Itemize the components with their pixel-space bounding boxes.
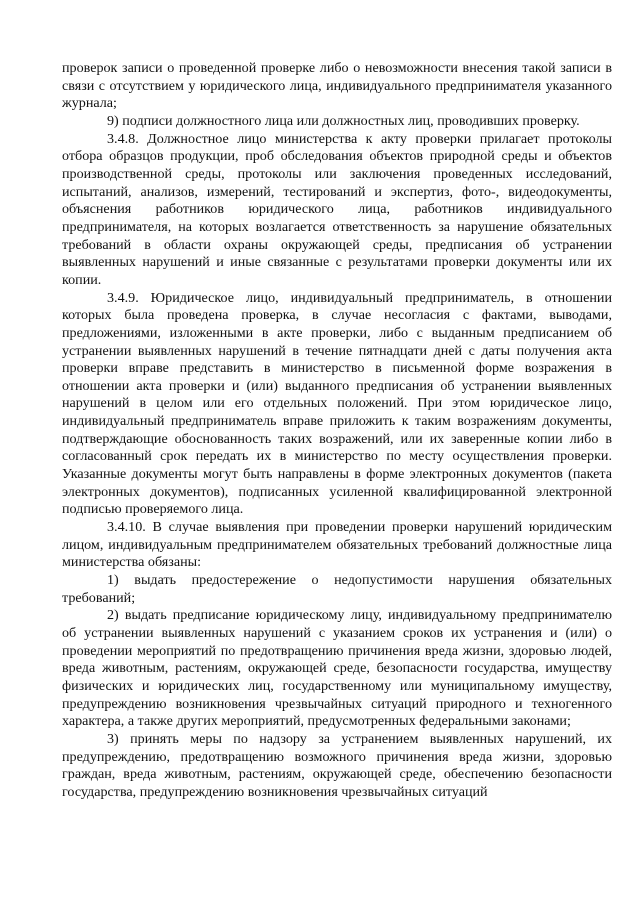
paragraph-item-9-signatures: 9) подписи должностного лица или должностных лиц, проводивших проверку.: [107, 112, 580, 129]
paragraph-item-1-warning: 1) выдать предостережение о недопустимости нарушения обязательных требований;: [62, 572, 612, 606]
paragraph-item-2-prescription: 2) выдать предписание юридическому лицу, индивидуальному предпринимателю об устранении выявленных нарушений с указанием сроков их устранения и (или) о проведении мероприятий по предотвращению причинения вреда жизни, здоровью людей, вреда животным, растениям, окружающей среде, безопасности государства, имуществу физических и юридических лиц, государственному или муниципальному имуществу, предупреждению возникновения чрезвычайных ситуаций природного и техногенного характера, а также других мероприятий, предусмотренных федеральными законами;: [62, 607, 612, 730]
paragraph-journal-record: проверок записи о проведенной проверке либо о невозможности внесения такой записи в связи с отсутствием у юридического лица, индивидуального предпринимателя указанного журнала;: [62, 60, 612, 112]
paragraph-item-3-measures: 3) принять меры по надзору за устранением выявленных нарушений, их предупреждению, предотвращению возможного причинения вреда жизни, здоровью граждан, вреда животным, растениям, окружающей среде, обеспечению безопасности государства, предупреждению возникновения чрезвычайных ситуаций: [62, 730, 612, 800]
document-page: [62, 60, 612, 802]
paragraph-3-4-10: 3.4.10. В случае выявления при проведении проверки нарушений юридическим лицом, индивидуальным предпринимателем обязательных требований должностные лица министерства обязаны:: [62, 519, 612, 571]
paragraph-3-4-9: 3.4.9. Юридическое лицо, индивидуальный предприниматель, в отношении которых была проведена проверка, в случае несогласия с фактами, выводами, предложениями, изложенными в акте проверки, либо с выданным предписанием об устранении выявленных нарушений в течение пятнадцати дней с даты получения акта проверки вправе представить в министерство в письменной форме возражения в отношении акта проверки и (или) выданного предписания об устранении выявленных нарушений в целом или его отдельных положений. При этом юридическое лицо, индивидуальный предприниматель вправе приложить к таким возражениям документы, подтверждающие обоснованность таких возражений, или их заверенные копии либо в согласованный срок передать их в министерство по месту осуществления проверки. Указанные документы могут быть направлены в форме электронных документов (пакета электронных документов), подписанных усиленной квалифицированной электронной подписью проверяемого лица.: [62, 289, 612, 518]
paragraph-3-4-8: 3.4.8. Должностное лицо министерства к акту проверки прилагает протоколы отбора образцов продукции, проб обследования объектов природной среды и объектов производственной среды, протоколы или заключения проведенных исследований, испытаний, анализов, измерений, тестирований и экспертиз, фото-, видеодокументы, объяснения работников юридического лица, работников индивидуального предпринимателя, на которых возлагается ответственность за нарушение обязательных требований в области охраны окружающей среды, предписания об устранении выявленных нарушений и иные связанные с результатами проверки документы или их копии.: [62, 130, 612, 288]
